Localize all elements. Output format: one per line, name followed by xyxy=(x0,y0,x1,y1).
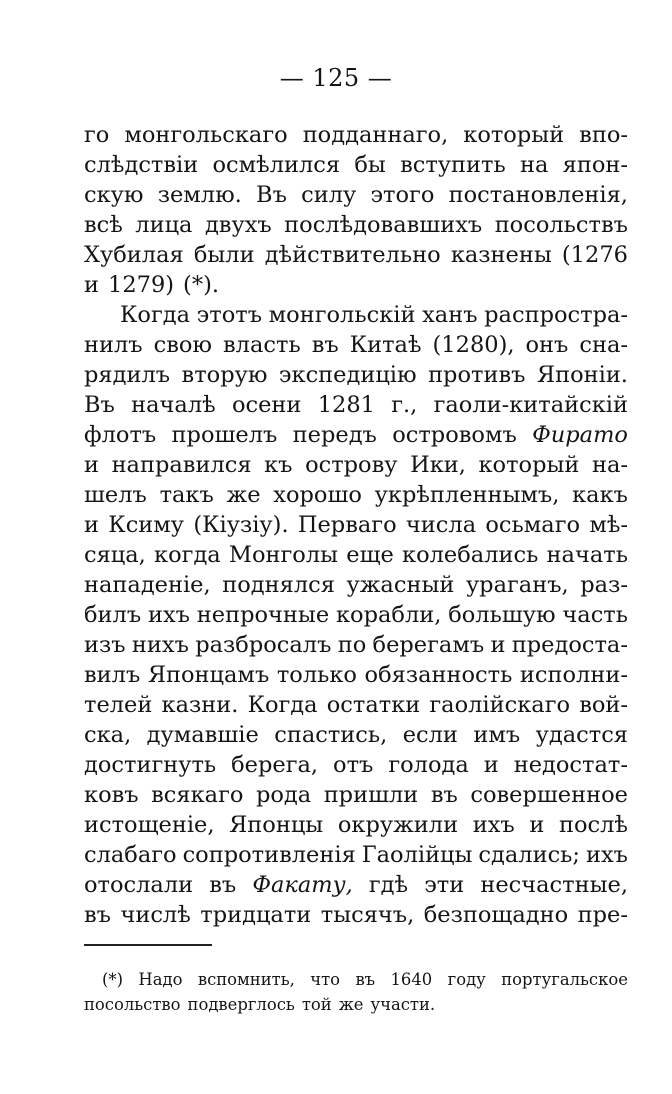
word: часть xyxy=(562,602,628,628)
word: берега, xyxy=(231,752,319,778)
word: Въ xyxy=(256,182,287,208)
word: Ксиму xyxy=(108,512,185,538)
word: скую xyxy=(84,182,144,208)
word: по xyxy=(337,632,367,658)
word: окружили xyxy=(337,812,459,838)
text-line xyxy=(84,660,628,690)
word: же xyxy=(226,482,261,508)
word: сдались; xyxy=(478,842,580,868)
word: прошелъ xyxy=(171,422,278,448)
word: ханъ xyxy=(422,302,478,328)
word: Ики, xyxy=(410,452,466,478)
word: казнены xyxy=(450,242,552,268)
footnote-word: въ xyxy=(355,970,376,989)
word: въ xyxy=(311,332,339,358)
word: нилъ xyxy=(84,332,143,358)
text-line xyxy=(84,780,628,810)
word: Фирато xyxy=(532,422,628,448)
word: отъ xyxy=(333,752,374,778)
word: раз- xyxy=(580,572,628,598)
word: начать xyxy=(546,542,628,568)
text-line xyxy=(84,450,628,480)
word: Японцамъ xyxy=(147,662,270,688)
text-line xyxy=(84,540,628,570)
footnote-word: Надо xyxy=(138,970,183,989)
text-line xyxy=(84,690,628,720)
body-text xyxy=(84,120,628,930)
word: Перваго xyxy=(297,512,397,538)
word: гаоли-китайскій xyxy=(433,392,628,418)
word: монгольскаго xyxy=(124,122,288,148)
word: 1281 xyxy=(317,392,375,418)
word: безпощадно xyxy=(423,902,569,928)
word: послѣдовавшихъ xyxy=(284,212,483,238)
footnote-word: той xyxy=(301,995,332,1014)
word: и xyxy=(84,512,99,538)
word: Японцы xyxy=(229,812,324,838)
word: Въ xyxy=(84,392,115,418)
footnote-word: подверглось xyxy=(187,995,295,1014)
word: пришли xyxy=(323,782,419,808)
word: остатки xyxy=(326,692,421,718)
footnote-word: вспомнить, xyxy=(197,970,295,989)
word: ковъ xyxy=(84,782,139,808)
word: постановленія, xyxy=(448,182,628,208)
text-line xyxy=(84,360,628,390)
word: вой- xyxy=(579,692,628,718)
text-line xyxy=(84,720,628,750)
word: подданнаго, xyxy=(302,122,449,148)
word: распростра- xyxy=(484,302,628,328)
word: началѣ xyxy=(131,392,216,418)
word: ураганъ, xyxy=(465,572,569,598)
text-line xyxy=(84,300,628,330)
text-line xyxy=(84,120,628,150)
word: къ xyxy=(264,452,293,478)
word: поднялся xyxy=(222,572,335,598)
word: послѣ xyxy=(558,812,628,838)
word: если xyxy=(402,722,458,748)
word: противъ xyxy=(428,362,526,388)
word: 1279) xyxy=(108,272,175,298)
word: го xyxy=(84,122,110,148)
word: лица xyxy=(135,212,193,238)
text-line xyxy=(84,480,628,510)
word: недостат- xyxy=(513,752,628,778)
word: пре- xyxy=(577,902,628,928)
word: и xyxy=(84,272,99,298)
word: Гаолійцы xyxy=(361,842,473,868)
footnote-word: 1640 xyxy=(390,970,433,989)
word: экспедицію xyxy=(278,362,417,388)
word: были xyxy=(193,242,255,268)
word: ужасный xyxy=(346,572,455,598)
word: вступить xyxy=(400,152,506,178)
word: непрочные xyxy=(196,602,330,628)
word: всякаго xyxy=(151,782,244,808)
footnote-line xyxy=(84,967,628,992)
text-line xyxy=(84,570,628,600)
word: власть xyxy=(223,332,301,358)
page-number: — 125 — xyxy=(279,64,393,92)
word: острову xyxy=(305,452,398,478)
footnote xyxy=(84,967,628,1017)
word: спастись, xyxy=(274,722,388,748)
word: когда xyxy=(154,542,221,568)
word: Когда xyxy=(247,692,318,718)
word: свою xyxy=(153,332,213,358)
word: этого xyxy=(370,182,435,208)
word: обязанность xyxy=(364,662,513,688)
word: рода xyxy=(255,782,312,808)
word: совершенное xyxy=(470,782,628,808)
word: большую xyxy=(448,602,556,628)
word: тридцати xyxy=(200,902,312,928)
footnote-word: же xyxy=(338,995,364,1014)
word: осени xyxy=(231,392,302,418)
word: этотъ xyxy=(196,302,263,328)
word: колебались xyxy=(402,542,539,568)
word: рядилъ xyxy=(84,362,171,388)
word: передъ xyxy=(292,422,377,448)
word: исполни- xyxy=(519,662,628,688)
word: на- xyxy=(591,452,628,478)
word: направился xyxy=(111,452,252,478)
text-line xyxy=(84,270,628,300)
text-line xyxy=(84,240,628,270)
word: и xyxy=(490,632,506,658)
word: япон- xyxy=(562,152,628,178)
word: хорошо xyxy=(273,482,362,508)
word: флотъ xyxy=(84,422,157,448)
text-line xyxy=(84,810,628,840)
word: въ xyxy=(209,872,237,898)
word: монгольскій xyxy=(268,302,416,328)
word: имъ xyxy=(473,722,521,748)
footnote-word: посольство xyxy=(84,995,181,1014)
word: такъ xyxy=(159,482,214,508)
word: посольствъ xyxy=(494,212,628,238)
word: Монголы xyxy=(228,542,339,568)
footnote-word: году xyxy=(447,970,486,989)
footnote-line xyxy=(84,992,628,1017)
text-line xyxy=(84,630,628,660)
word: сна- xyxy=(579,332,628,358)
word: еще xyxy=(346,542,394,568)
text-line xyxy=(84,870,628,900)
word: предоста- xyxy=(511,632,628,658)
word: (1276 xyxy=(561,242,628,268)
footnote-word: что xyxy=(310,970,341,989)
footnote-word: португальское xyxy=(501,970,628,989)
word: Китаѣ xyxy=(349,332,422,358)
text-line xyxy=(84,420,628,450)
word: Когда xyxy=(120,302,191,328)
word: достигнуть xyxy=(84,752,217,778)
word: изъ xyxy=(84,632,126,658)
text-line xyxy=(84,600,628,630)
word: который xyxy=(478,452,580,478)
word: только xyxy=(276,662,357,688)
word: всѣ xyxy=(84,212,123,238)
word: ихъ xyxy=(585,842,628,868)
word: и xyxy=(84,452,99,478)
word: который xyxy=(463,122,565,148)
word: впо- xyxy=(579,122,628,148)
word: разбросалъ xyxy=(195,632,332,658)
word: несчастные, xyxy=(480,872,628,898)
word: Факату, xyxy=(252,872,353,898)
word: числа xyxy=(405,512,477,538)
word: бы xyxy=(354,152,386,178)
word: голода xyxy=(388,752,469,778)
word: слабаго xyxy=(84,842,177,868)
word: думавшіе xyxy=(146,722,259,748)
text-line xyxy=(84,900,628,930)
word: двухъ xyxy=(204,212,272,238)
word: дѣйствительно xyxy=(264,242,441,268)
footnote-word: (*) xyxy=(102,970,123,989)
word: гдѣ xyxy=(368,872,409,898)
word: шелъ xyxy=(84,482,147,508)
word: корабли, xyxy=(335,602,442,628)
text-line xyxy=(84,180,628,210)
word: укрѣпленнымъ, xyxy=(374,482,560,508)
text-line xyxy=(84,150,628,180)
word: силу xyxy=(301,182,357,208)
word: г., xyxy=(391,392,418,418)
word: вторую xyxy=(181,362,268,388)
word: удастся xyxy=(535,722,628,748)
word: истощеніе, xyxy=(84,812,215,838)
word: сопротивленія xyxy=(182,842,356,868)
word: (1280), xyxy=(432,332,515,358)
word: Японіи. xyxy=(536,362,628,388)
word: числѣ xyxy=(120,902,191,928)
word: какъ xyxy=(572,482,628,508)
word: ска, xyxy=(84,722,132,748)
word: слѣдствіи xyxy=(84,152,199,178)
word: нихъ xyxy=(131,632,189,658)
word: (Кіузіу). xyxy=(193,512,289,538)
word: въ xyxy=(430,782,458,808)
text-line xyxy=(84,840,628,870)
word: онъ xyxy=(525,332,569,358)
word: и xyxy=(529,812,545,838)
word: вилъ xyxy=(84,662,141,688)
word: островомъ xyxy=(392,422,517,448)
word: на xyxy=(519,152,549,178)
word: осьмаго xyxy=(485,512,581,538)
word: сяца, xyxy=(84,542,146,568)
word: мѣ- xyxy=(589,512,628,538)
word: берегамъ xyxy=(372,632,485,658)
text-line xyxy=(84,330,628,360)
text-line xyxy=(84,750,628,780)
word: осмѣлился xyxy=(212,152,341,178)
footnote-divider xyxy=(84,944,212,946)
word: билъ xyxy=(84,602,142,628)
word: гаолійскаго xyxy=(429,692,571,718)
word: и xyxy=(483,752,499,778)
word: отослали xyxy=(84,872,194,898)
word: (*). xyxy=(183,272,220,298)
word: Хубилая xyxy=(84,242,184,268)
word: ихъ xyxy=(147,602,190,628)
text-line xyxy=(84,510,628,540)
word: нападеніе, xyxy=(84,572,211,598)
text-line xyxy=(84,390,628,420)
word: тысячъ, xyxy=(320,902,415,928)
word: ихъ xyxy=(472,812,515,838)
word: землю. xyxy=(157,182,242,208)
word: въ xyxy=(84,902,111,928)
word: эти xyxy=(424,872,465,898)
footnote-word: участи. xyxy=(370,995,436,1014)
text-line xyxy=(84,210,628,240)
word: телей xyxy=(84,692,153,718)
word: казни. xyxy=(161,692,239,718)
